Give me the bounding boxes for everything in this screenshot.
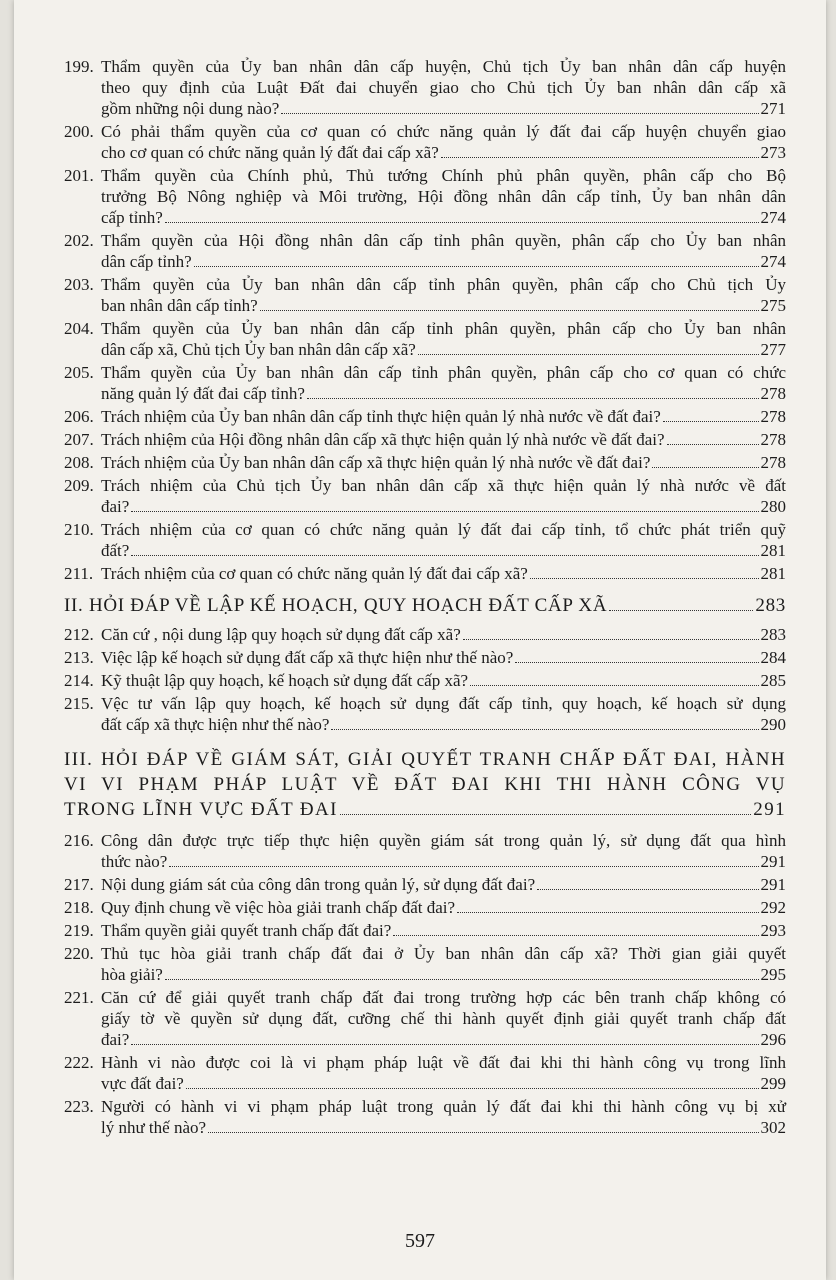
dot-leader — [418, 354, 759, 355]
entry-line: cho cơ quan có chức năng quản lý đất đai cấp xã? — [101, 143, 439, 162]
entry-text — [101, 56, 786, 119]
entry-number: 202. — [64, 231, 94, 250]
entry-text — [101, 874, 786, 895]
toc-entry — [64, 519, 786, 561]
entry-number: 210. — [64, 520, 94, 539]
entry-number: 215. — [64, 694, 94, 713]
entry-text — [101, 830, 786, 872]
entry-page-number: 293 — [760, 921, 786, 940]
entry-number: 217. — [64, 875, 94, 894]
entry-last-line — [101, 540, 786, 561]
toc-entry — [64, 693, 786, 735]
entry-text — [101, 563, 786, 584]
dot-leader — [331, 729, 758, 730]
entry-line: Việc lập kế hoạch sử dụng đất cấp xã thực hiện như thế nào? — [101, 648, 514, 667]
entry-text — [101, 987, 786, 1050]
entry-page-number: 290 — [760, 715, 786, 734]
entry-line: ban nhân dân cấp tỉnh? — [101, 296, 258, 315]
entry-line: lý như thế nào? — [101, 1118, 207, 1137]
entry-line: Thẩm quyền của Ủy ban nhân dân cấp huyện, Chủ tịch Ủy ban nhân dân cấp huyện — [101, 57, 786, 76]
entry-line: Thẩm quyền giải quyết tranh chấp đất đai? — [101, 921, 392, 940]
entry-number: 211. — [64, 564, 94, 583]
toc-entry — [64, 406, 786, 427]
entry-number: 212. — [64, 625, 94, 644]
entry-number: 220. — [64, 944, 94, 963]
dot-leader — [537, 889, 758, 890]
entry-page-number: 291 — [760, 875, 786, 894]
entry-line: đất cấp xã thực hiện như thế nào? — [101, 715, 330, 734]
entry-line: dân cấp xã, Chủ tịch Ủy ban nhân dân cấp xã? — [101, 340, 416, 359]
page-number: 597 — [405, 1230, 435, 1252]
dot-leader — [441, 157, 759, 158]
entry-page-number: 278 — [760, 430, 786, 449]
entry-line: thức nào? — [101, 852, 168, 871]
entry-line: đai? — [101, 497, 130, 516]
toc-entry — [64, 624, 786, 645]
entry-line: đai? — [101, 1030, 130, 1049]
entry-line: Thẩm quyền của Chính phủ, Thủ tướng Chính phủ phân quyền, phân cấp cho Bộ — [101, 166, 786, 185]
toc-entry — [64, 56, 786, 119]
entry-text — [101, 165, 786, 228]
section-heading-iii — [64, 747, 786, 822]
entry-last-line — [101, 920, 786, 941]
entry-page-number: 275 — [760, 296, 786, 315]
entry-line: Thẩm quyền của Ủy ban nhân dân cấp tỉnh phân quyền, phân cấp cho cơ quan có chức — [101, 363, 786, 382]
entry-number: 223. — [64, 1097, 94, 1116]
entry-last-line — [101, 295, 786, 316]
section-title-line-2: VI VI PHẠM PHÁP LUẬT VỀ ĐẤT ĐAI KHI THI HÀNH CÔNG VỤ — [64, 774, 786, 795]
toc-entry — [64, 429, 786, 450]
entry-line: Trách nhiệm của Chủ tịch Ủy ban nhân dân cấp xã thực hiện quản lý nhà nước về đất — [101, 476, 786, 495]
entry-page-number: 278 — [760, 407, 786, 426]
section-title: II. HỎI ĐÁP VỀ LẬP KẾ HOẠCH, QUY HOẠCH ĐẤT CẤP XÃ — [64, 595, 608, 616]
entry-last-line — [101, 563, 786, 584]
dot-leader — [340, 814, 751, 815]
entry-line: Thủ tục hòa giải tranh chấp đất đai ở Ủy ban nhân dân cấp xã? Thời gian giải quyết — [101, 944, 786, 963]
entry-number: 213. — [64, 648, 94, 667]
entry-text — [101, 920, 786, 941]
entry-text — [101, 274, 786, 316]
dot-leader — [281, 113, 758, 114]
toc-entry — [64, 318, 786, 360]
entry-number: 201. — [64, 166, 94, 185]
toc-entry — [64, 897, 786, 918]
entry-page-number: 299 — [760, 1074, 786, 1093]
entry-last-line — [101, 452, 786, 473]
entry-number: 222. — [64, 1053, 94, 1072]
book-page — [14, 0, 826, 1280]
dot-leader — [307, 398, 759, 399]
entry-line: Công dân được trực tiếp thực hiện quyền giám sát trong quản lý, sử dụng đất qua hình — [101, 831, 786, 850]
toc-entry — [64, 670, 786, 691]
entry-line: đất? — [101, 541, 130, 560]
dot-leader — [165, 222, 759, 223]
entry-last-line — [101, 207, 786, 228]
entry-line: Căn cứ , nội dung lập quy hoạch sử dụng đất cấp xã? — [101, 625, 461, 644]
dot-leader — [131, 511, 758, 512]
dot-leader — [457, 912, 758, 913]
entry-text — [101, 943, 786, 985]
entry-text — [101, 318, 786, 360]
toc-entry — [64, 452, 786, 473]
entry-line: Thẩm quyền của Hội đồng nhân dân cấp tỉnh phân quyền, phân cấp cho Ủy ban nhân — [101, 231, 786, 250]
entry-number: 218. — [64, 898, 94, 917]
toc-group-part-1 — [64, 56, 786, 584]
entry-line: Người có hành vi vi phạm pháp luật trong quản lý đất đai khi thi hành công vụ bị xử — [101, 1097, 786, 1116]
entry-line: Thẩm quyền của Ủy ban nhân dân cấp tỉnh phân quyền, phân cấp cho Ủy ban nhân — [101, 319, 786, 338]
entry-number: 206. — [64, 407, 94, 426]
dot-leader — [515, 662, 758, 663]
dot-leader — [609, 610, 753, 611]
dot-leader — [652, 467, 758, 468]
entry-text — [101, 429, 786, 450]
toc-entry — [64, 987, 786, 1050]
entry-last-line — [101, 647, 786, 668]
entry-text — [101, 624, 786, 645]
entry-number: 209. — [64, 476, 94, 495]
entry-line: Vệc tư vấn lập quy hoạch, kế hoạch sử dụng đất cấp tỉnh, quy hoạch, kế hoạch sử dụng — [101, 694, 786, 713]
entry-last-line — [101, 406, 786, 427]
toc-group-part-2 — [64, 624, 786, 735]
entry-text — [101, 693, 786, 735]
entry-line: Trách nhiệm của Ủy ban nhân dân cấp xã thực hiện quản lý nhà nước về đất đai? — [101, 453, 651, 472]
section-page-number: 291 — [753, 799, 786, 820]
entry-page-number: 281 — [760, 541, 786, 560]
toc-entry — [64, 830, 786, 872]
section-page-number: 283 — [755, 595, 786, 616]
entry-number: 216. — [64, 831, 94, 850]
entry-line: dân cấp tỉnh? — [101, 252, 192, 271]
entry-line: Quy định chung về việc hòa giải tranh chấp đất đai? — [101, 898, 456, 917]
entry-number: 199. — [64, 57, 94, 76]
entry-line: năng quản lý đất đai cấp tỉnh? — [101, 384, 305, 403]
dot-leader — [131, 1044, 758, 1045]
toc-entry — [64, 362, 786, 404]
entry-text — [101, 519, 786, 561]
entry-line: Trách nhiệm của Ủy ban nhân dân cấp tỉnh thực hiện quản lý nhà nước về đất đai? — [101, 407, 661, 426]
entry-last-line — [101, 964, 786, 985]
toc-entry — [64, 1096, 786, 1138]
dot-leader — [131, 555, 758, 556]
entry-text — [101, 670, 786, 691]
entry-text — [101, 897, 786, 918]
entry-number: 204. — [64, 319, 94, 338]
entry-page-number: 296 — [760, 1030, 786, 1049]
dot-leader — [169, 866, 758, 867]
toc-entry — [64, 274, 786, 316]
section-heading-ii — [64, 594, 786, 618]
entry-page-number: 277 — [760, 340, 786, 359]
entry-line: Thẩm quyền của Ủy ban nhân dân cấp tỉnh phân quyền, phân cấp cho Chủ tịch Ủy — [101, 275, 786, 294]
entry-last-line — [101, 251, 786, 272]
entry-line: Kỹ thuật lập quy hoạch, kế hoạch sử dụng đất cấp xã? — [101, 671, 469, 690]
toc-entry — [64, 874, 786, 895]
dot-leader — [530, 578, 759, 579]
entry-line: Có phải thẩm quyền của cơ quan có chức năng quản lý đất đai cấp huyện chuyển giao — [101, 122, 786, 141]
entry-page-number: 273 — [760, 143, 786, 162]
dot-leader — [470, 685, 758, 686]
toc-entry — [64, 1052, 786, 1094]
entry-page-number: 281 — [760, 564, 786, 583]
entry-last-line — [101, 1029, 786, 1050]
entry-page-number: 302 — [760, 1118, 786, 1137]
entry-page-number: 285 — [760, 671, 786, 690]
section-title-text: TRONG LĨNH VỰC ĐẤT ĐAI — [64, 799, 338, 820]
entry-line: trưởng Bộ Nông nghiệp và Môi trường, Hội đồng nhân dân cấp tỉnh, Ủy ban nhân dân — [101, 187, 786, 206]
entry-page-number: 274 — [760, 208, 786, 227]
entry-text — [101, 121, 786, 163]
dot-leader — [165, 979, 759, 980]
entry-text — [101, 362, 786, 404]
entry-last-line — [101, 714, 786, 735]
toc-entry — [64, 230, 786, 272]
entry-line: giấy tờ về quyền sử dụng đất, cưỡng chế thi hành quyết định giải quyết tranh chấp đất — [101, 1009, 786, 1028]
dot-leader — [194, 266, 759, 267]
dot-leader — [667, 444, 759, 445]
entry-line: theo quy định của Luật Đất đai chuyển giao cho Chủ tịch Ủy ban nhân dân cấp xã — [101, 78, 786, 97]
entry-last-line — [101, 496, 786, 517]
entry-number: 203. — [64, 275, 94, 294]
entry-page-number: 291 — [760, 852, 786, 871]
entry-number: 208. — [64, 453, 94, 472]
entry-text — [101, 452, 786, 473]
entry-text — [101, 230, 786, 272]
dot-leader — [393, 935, 758, 936]
entry-page-number: 292 — [760, 898, 786, 917]
entry-page-number: 271 — [760, 99, 786, 118]
entry-last-line — [101, 339, 786, 360]
entry-line: Trách nhiệm của cơ quan có chức năng quản lý đất đai cấp tỉnh, tổ chức phát triển quỹ — [101, 520, 786, 539]
toc-entry — [64, 943, 786, 985]
entry-text — [101, 1052, 786, 1094]
entry-text — [101, 406, 786, 427]
section-title-line-3 — [64, 797, 786, 822]
entry-line: Nội dung giám sát của công dân trong quản lý, sử dụng đất đai? — [101, 875, 536, 894]
entry-line: gồm những nội dung nào? — [101, 99, 280, 118]
entry-number: 214. — [64, 671, 94, 690]
entry-page-number: 295 — [760, 965, 786, 984]
entry-line: vực đất đai? — [101, 1074, 184, 1093]
dot-leader — [463, 639, 759, 640]
entry-page-number: 283 — [760, 625, 786, 644]
entry-number: 221. — [64, 988, 94, 1007]
entry-line: hòa giải? — [101, 965, 163, 984]
entry-page-number: 278 — [760, 384, 786, 403]
entry-last-line — [101, 851, 786, 872]
dot-leader — [186, 1088, 759, 1089]
entry-page-number: 274 — [760, 252, 786, 271]
dot-leader — [208, 1132, 758, 1133]
entry-last-line — [101, 874, 786, 895]
entry-line: Căn cứ để giải quyết tranh chấp đất đai trong trường hợp các bên tranh chấp không có — [101, 988, 786, 1007]
entry-last-line — [101, 897, 786, 918]
entry-last-line — [101, 670, 786, 691]
entry-page-number: 278 — [760, 453, 786, 472]
toc-entry — [64, 647, 786, 668]
entry-line: Trách nhiệm của Hội đồng nhân dân cấp xã thực hiện quản lý nhà nước về đất đai? — [101, 430, 665, 449]
entry-text — [101, 475, 786, 517]
entry-last-line — [101, 1117, 786, 1138]
entry-last-line — [101, 383, 786, 404]
entry-number: 205. — [64, 363, 94, 382]
toc-entry — [64, 165, 786, 228]
toc-entry — [64, 563, 786, 584]
toc-entry — [64, 121, 786, 163]
entry-number: 200. — [64, 122, 94, 141]
entry-last-line — [101, 98, 786, 119]
entry-page-number: 280 — [760, 497, 786, 516]
entry-text — [101, 1096, 786, 1138]
section-title-line-1: III. HỎI ĐÁP VỀ GIÁM SÁT, GIẢI QUYẾT TRANH CHẤP ĐẤT ĐAI, HÀNH — [64, 749, 786, 770]
entry-text — [101, 647, 786, 668]
entry-last-line — [101, 142, 786, 163]
entry-number: 207. — [64, 430, 94, 449]
entry-line: cấp tỉnh? — [101, 208, 163, 227]
entry-number: 219. — [64, 921, 94, 940]
entry-last-line — [101, 1073, 786, 1094]
entry-last-line — [101, 624, 786, 645]
entry-line: Trách nhiệm của cơ quan có chức năng quản lý đất đai cấp xã? — [101, 564, 528, 583]
toc-entry — [64, 475, 786, 517]
entry-page-number: 284 — [760, 648, 786, 667]
toc-group-part-3 — [64, 830, 786, 1138]
entry-line: Hành vi nào được coi là vi phạm pháp luật về đất đai khi thi hành công vụ trong lĩnh — [101, 1053, 786, 1072]
dot-leader — [260, 310, 759, 311]
table-of-contents — [64, 56, 786, 1140]
entry-last-line — [101, 429, 786, 450]
dot-leader — [663, 421, 759, 422]
toc-entry — [64, 920, 786, 941]
